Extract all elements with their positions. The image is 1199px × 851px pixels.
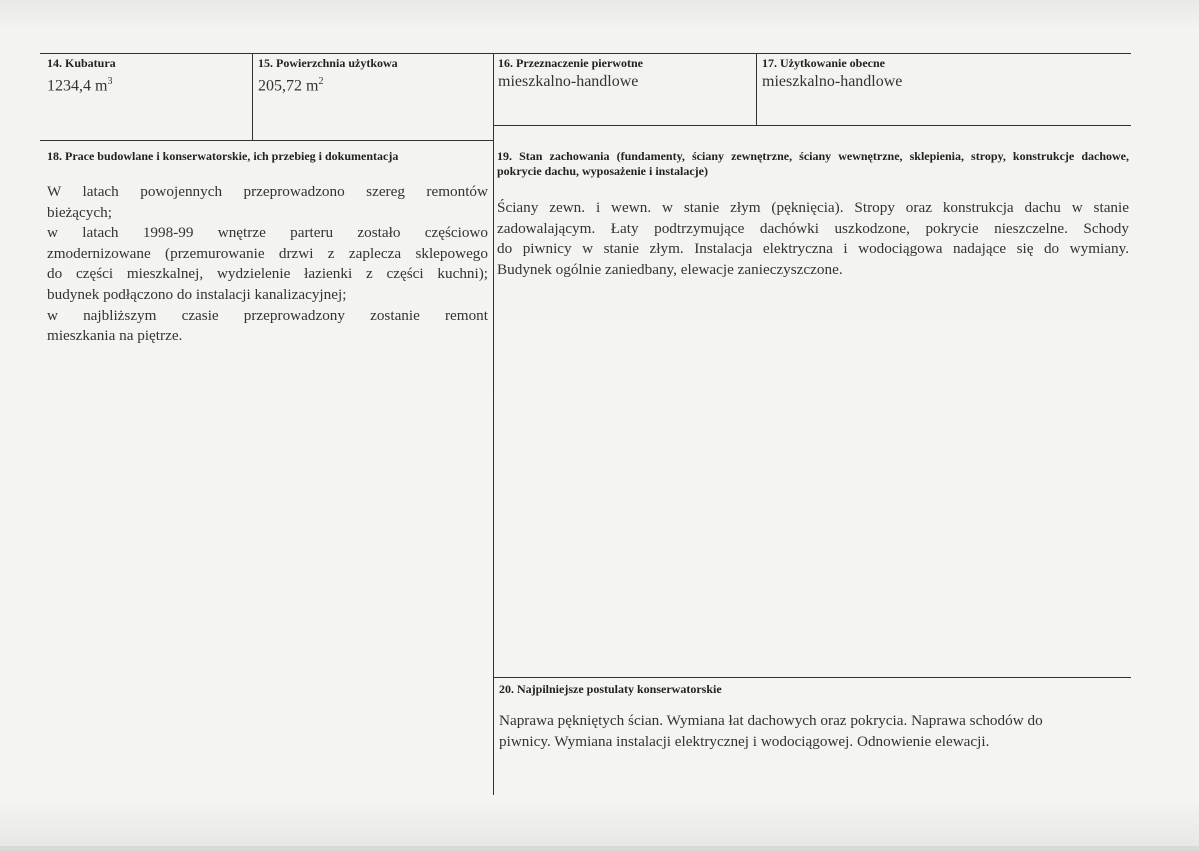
field18-line: mieszkania na piętrze. (47, 327, 183, 345)
field19-line: zadowalającym. Łaty podtrzymujące dachówki uszkodzone, pokrycie nieszczelne. Schody (497, 219, 1129, 237)
field18-text (47, 182, 488, 347)
field14-label: 14. Kubatura (47, 56, 116, 70)
field15-number: 205,72 m (258, 77, 319, 95)
field18-line: budynek podłączono do instalacji kanalizacyjnej; (47, 285, 347, 303)
field20-line: Naprawa pękniętych ścian. Wymiana łat dachowych oraz pokrycia. Naprawa schodów do (499, 712, 1043, 729)
divider-14-15 (252, 53, 253, 140)
field14-unit-exponent: 3 (107, 76, 113, 87)
divider-16-17 (756, 53, 757, 125)
page-bottom-edge (0, 846, 1199, 851)
field19-label (497, 149, 1129, 179)
center-divider (493, 53, 494, 795)
field20-text (499, 711, 1119, 752)
field18-label: 18. Prace budowlane i konserwatorskie, ich przebieg i dokumentacja (47, 149, 399, 163)
field20-top-rule (494, 677, 1131, 678)
field18-line: w najbliższym czasie przeprowadzony zostanie remont (47, 306, 488, 324)
field15-value (258, 73, 323, 95)
field15-label: 15. Powierzchnia użytkowa (258, 56, 398, 70)
field18-line: bieżących; (47, 203, 112, 221)
top-rule (40, 53, 1131, 54)
field19-text (497, 198, 1129, 280)
field18-line: W latach powojennych przeprowadzono szereg remontów (47, 183, 488, 200)
row1-bottom-rule (40, 140, 494, 141)
field18-line: do części mieszkalnej, wydzielenie łazienki z części kuchni); (47, 265, 488, 283)
field16-value: mieszkalno-handlowe (498, 73, 639, 90)
field19-label-text: 19. Stan zachowania (fundamenty, ściany zewnętrzne, ściany wewnętrzne, sklepienia, stropy, konstrukcje dachowe, pokrycie dachu, wyposażenie i instalacje) (497, 149, 1129, 178)
field14-value (47, 73, 112, 95)
field19-line: Ściany zewn. i wewn. w stanie złym (pęknięcia). Stropy oraz konstrukcja dachu w stanie (497, 199, 1129, 216)
field20-line: piwnicy. Wymiana instalacji elektrycznej i wodociągowej. Odnowienie elewacji. (499, 732, 990, 750)
field14-number: 1234,4 m (47, 77, 108, 95)
field18-line: w latach 1998-99 wnętrze parteru zostało częściowo (47, 224, 488, 242)
field17-value: mieszkalno-handlowe (762, 73, 903, 90)
field19-line: Budynek ogólnie zaniedbany, elewacje zanieczyszczone. (497, 260, 843, 278)
field18-line: zmodernizowane (przemurowanie drzwi z zaplecza sklepowego (47, 244, 488, 262)
field20-label: 20. Najpilniejsze postulaty konserwatorskie (499, 682, 722, 696)
field15-unit-exponent: 2 (318, 76, 324, 87)
field16-label: 16. Przeznaczenie pierwotne (498, 56, 643, 70)
row1-right-bottom-rule (494, 125, 1131, 126)
field19-line: do piwnicy w stanie złym. Instalacja elektryczna i wodociągowa nadające się do wymiany. (497, 240, 1129, 258)
field17-label: 17. Użytkowanie obecne (762, 56, 885, 70)
